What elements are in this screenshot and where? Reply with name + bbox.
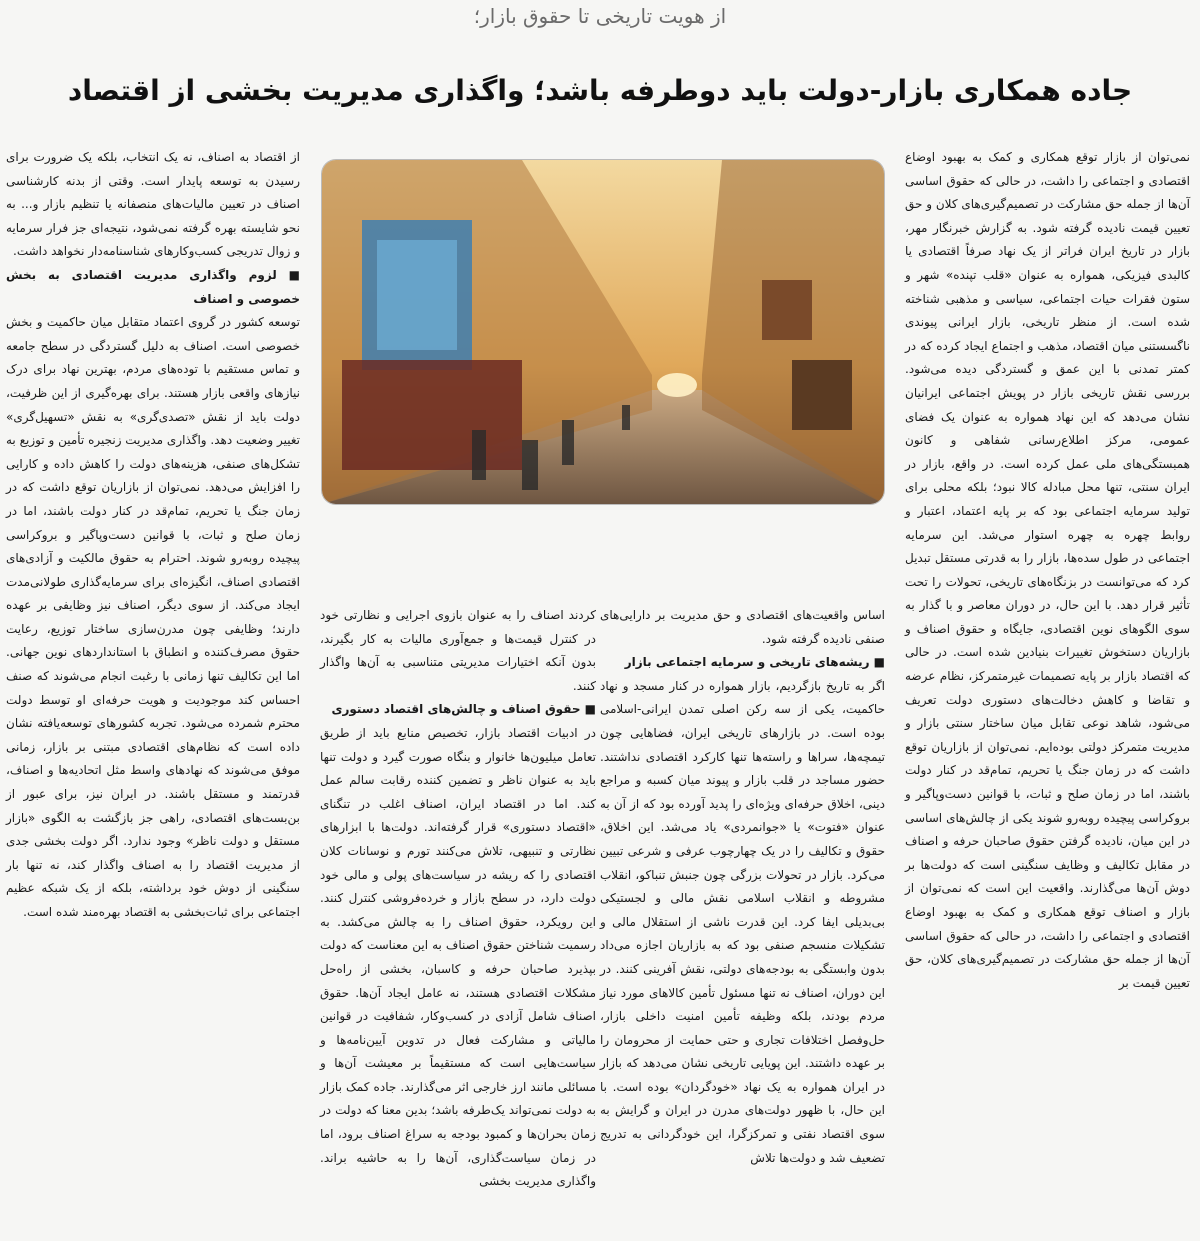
paragraph: نمی‌توان از بازار توقع همکاری و کمک به بهبود اوضاع اقتصادی و اجتماعی را داشت، در حالی که حقوق اساسی آن‌ها از جمله حق مشارکت در تصمیم‌گیری‌های کلان و حق تعیین قیمت نادیده گرفته شود. به گزارش خبرنگار مهر، بازار در تاریخ ایران فراتر از یک نهاد صرفاً اقتصادی یا کالبدی فیزیکی، همواره به عنوان «قلب تپنده» شهر و ستون فقرات حیات اجتماعی، سیاسی و مذهبی شناخته شده است. از منظر تاریخی، بازار ایرانی پیوندی ناگسستنی میان اقتصاد، مذهب و اجتماع ایجاد کرده که در کمتر تمدنی با این عمق و گستردگی دیده می‌شود. بررسی نقش تاریخی بازار در پویش اجتماعی ایرانیان نشان می‌دهد که این نهاد همواره به عنوان یک فضای عمومی، مرکز اطلاع‌رسانی شفاهی و کانون همبستگی‌های ملی عمل کرده است. در واقع، بازار در ایران سنتی، تنها محل مبادله کالا نبود؛ بلکه محلی برای تولید سرمایه اجتماعی بود که بر پایه اعتماد، اعتبار و روابط چهره به چهره استوار می‌شد. این سرمایه اجتماعی در طول سده‌ها، بازار را به قدرتی مستقل تبدیل کرد که می‌توانست در بزنگاه‌های تاریخی، تحولات را تحت تأثیر قرار دهد. با این حال، در دوران معاصر و با گذار به سوی الگوهای نوین اقتصادی، جایگاه و حقوق اصناف و بازاریان دستخوش تغییرات بنیادین شده است. در حالی که اقتصاد بازار بر پایه تصمیمات غیرمتمرکز، نظام عرضه و تقاضا و کاهش دخالت‌های دستوری دولت تعریف می‌شود، شاهد نوعی تقابل میان ساختار سنتی بازار و مدیریت متمرکز دولتی بوده‌ایم. نمی‌توان از بازاریان توقع داشت که در زمان جنگ یا تحریم، تمام‌قد در کنار دولت باشند، اما در زمان صلح و ثبات، با قوانین دست‌وپاگیر و بروکراسی پیچیده روبه‌رو شوند یکی از چالش‌های اساسی در این میان، نادیده گرفتن حقوق صاحبان حرفه و اصناف در مقابل تکالیف و وظایف سنگینی است که دولت‌ها بر دوش آن‌ها می‌گذارند. واقعیت این است که نمی‌توان از بازار و اصناف توقع همکاری و کمک به بهبود اوضاع اقتصادی و اجتماعی را داشت، در حالی که حقوق اساسی آن‌ها از جمله حق مشارکت در تصمیم‌گیری‌های کلان، حق تعیین قیمت بر bbox=[905, 150, 1190, 990]
paragraph: از اقتصاد به اصناف، نه یک انتخاب، بلکه یک ضرورت برای رسیدن به توسعه پایدار است. وقتی از بدنه کارشناسی اصناف در تعیین مالیات‌های منصفانه یا تنظیم بازار و... به نحو شایسته بهره گرفته نمی‌شود، نتیجه‌ای جز فرار سرمایه و زوال تدریجی کسب‌وکارهای شناسنامه‌دار نخواهد داشت. bbox=[6, 150, 300, 259]
article-column-left bbox=[6, 146, 300, 925]
section-heading: ■ لزوم واگذاری مدیریت اقتصادی به بخش خصوصی و اصناف bbox=[6, 267, 300, 306]
bazaar-photo bbox=[322, 160, 884, 504]
paragraph: در ادبیات اقتصاد بازار، تخصیص منابع باید از طریق تعامل میلیون‌ها خانوار و بنگاه صورت گیرد و دولت تنها باید به عنوان ناظر و تضمین کننده رقابت سالم عمل کند. اما در اقتصاد ایران، اصناف اغلب در تنگنای «اقتصاد دستوری» قرار گرفته‌اند. دولت‌ها با ابزارهای نظارتی و تنبیهی، تلاش می‌کنند تورم و نوسانات کلان اقتصادی را که ریشه در سیاست‌های پولی و مالی خود دولت دارد، در سطح بازار و خرده‌فروشی کنترل کنند. این رویکرد، حقوق اصناف را به چالش می‌کشد. به رسمیت شناختن حقوق اصناف به این معناست که دولت بپذیرد صاحبان حرفه و کاسبان، بخشی از راه‌حل مشکلات اقتصادی هستند، نه عامل ایجاد آن‌ها. حقوق اصناف شامل آزادی در کسب‌وکار، شفافیت در قوانین مالیاتی و مشارکت فعال در تدوین آیین‌نامه‌ها و سیاست‌هایی است که مستقیماً بر معیشت آن‌ها و مسائلی مانند ارز خارجی اثر می‌گذارند. جاده کمک بازار به دولت نمی‌تواند یک‌طرفه باشد؛ بدین معنا که دولت در زمان بحران‌ها و کمبود بودجه به سراغ اصناف برود، اما در زمان سیاست‌گذاری، آن‌ها را به حاشیه براند. واگذاری مدیریت بخشی bbox=[320, 725, 596, 1189]
paragraph: کردند اصناف را به عنوان بازوی اجرایی و نظارتی خود در کنترل قیمت‌ها و جمع‌آوری مالیات به کار بگیرند، بدون آنکه اختیارات مدیریتی متناسبی به آن‌ها واگذار کنند. bbox=[320, 608, 596, 693]
article-kicker: از هویت تاریخی تا حقوق بازار؛ bbox=[473, 4, 727, 28]
section-heading: ■ حقوق اصناف و چالش‌های اقتصاد دستوری bbox=[331, 702, 596, 717]
article-headline: جاده همکاری بازار-دولت باید دوطرفه باشد؛ واگذاری مدیریت بخشی از اقتصاد bbox=[67, 74, 1133, 107]
article-column-middle-left bbox=[320, 604, 596, 1194]
paragraph: توسعه کشور در گروی اعتماد متقابل میان حاکمیت و بخش خصوصی است. اصناف به دلیل گستردگی در سطح جامعه و تماس مستقیم با توده‌های مردم، بهترین نهاد برای درک نیازهای واقعی بازار هستند. برای بهره‌گیری از این ظرفیت، دولت باید از نقش «تصدی‌گری» به نقش «تسهیل‌گری» تغییر وضعیت دهد. واگذاری مدیریت زنجیره تأمین و توزیع به تشکل‌های صنفی، هزینه‌های دولت را کاهش داده و کارایی را افزایش می‌دهد. نمی‌توان از بازاریان توقع داشت که در زمان جنگ یا تحریم، تمام‌قد در کنار دولت باشند، اما در زمان صلح و ثبات، با قوانین دست‌وپاگیر و بروکراسی پیچیده روبه‌رو شوند. احترام به حقوق مالکیت و آزادی‌های اقتصادی اصناف، انگیزه‌ای برای سرمایه‌گذاری طولانی‌مدت ایجاد می‌کند. از سوی دیگر، اصناف نیز وظایفی بر عهده دارند؛ وظایفی چون مدرن‌سازی ساختار توزیع، رعایت حقوق مصرف‌کننده و انطباق با استانداردهای نوین جهانی. اما این تکالیف تنها زمانی با رغبت انجام می‌شوند که صنف احساس کند موجودیت و هویت حرفه‌ای او توسط دولت محترم شمرده می‌شود. تجربه کشورهای توسعه‌یافته نشان داده است که نظام‌های اقتصادی مبتنی بر بازار، زمانی موفق می‌شوند که نهادهای واسط مثل اتحادیه‌ها و اصناف، قدرتمند و مستقل باشند. در ایران نیز، برای عبور از بن‌بست‌های اقتصادی، راهی جز بازگشت به الگوی «بازار مستقل و دولت ناظر» وجود ندارد. اگر دولت بخشی جدی از مدیریت اقتصاد را به اصناف واگذار کند، نه تنها بار سنگینی از دوش خود برداشته، بلکه از یک شبکه عظیم اجتماعی برای ثبات‌بخشی به اقتصاد بهره‌مند شده است. bbox=[6, 315, 300, 919]
paragraph: اگر به تاریخ بازگردیم، بازار همواره در کنار مسجد و نهاد حاکمیت، یکی از سه رکن اصلی تمدن ایرانی-اسلامی بوده است. در بازارهای تاریخی ایران، فضاهایی چون تیمچه‌ها، سراها و راسته‌ها تنها کارکرد اقتصادی نداشتند. حضور مساجد در قلب بازار و پیوند میان کسبه و مراجع دینی، اخلاق حرفه‌ای ویژه‌ای را پدید آورده بود که از آن به عنوان «فتوت» یا «جوانمردی» یاد می‌شد. این اخلاق، حقوق و تکالیف را در یک چهارچوب عرفی و شرعی تبیین می‌کرد. بازار در تحولات بزرگی چون جنبش تنباکو، انقلاب مشروطه و انقلاب اسلامی نقش مالی و لجستیکی بی‌بدیلی ایفا کرد. این قدرت ناشی از استقلال مالی و تشکیلات منسجم صنفی بود که به بازاریان اجازه می‌داد بدون وابستگی به بودجه‌های دولتی، نقش آفرینی کنند. در این دوران، اصناف نه تنها مسئول تأمین کالاهای مورد نیاز مردم بودند، بلکه وظیفه تأمین امنیت داخلی بازار، حل‌وفصل اختلافات تجاری و حتی حمایت از محرومان را بر عهده داشتند. این پویایی تاریخی نشان می‌دهد که بازار در ایران همواره به یک نهاد «خودگردان» بوده است. با این حال، با ظهور دولت‌های مدرن در ایران و گرایش به سوی اقتصاد نفتی و تمرکزگرا، این خودگردانی به تدریج تضعیف شد و دولت‌ها تلاش bbox=[600, 678, 885, 1165]
bazaar-photo-illustration bbox=[322, 160, 884, 504]
article-column-middle-right bbox=[600, 604, 885, 1170]
section-heading: ■ ریشه‌های تاریخی و سرمایه اجتماعی بازار bbox=[624, 655, 885, 670]
paragraph: اساس واقعیت‌های اقتصادی و حق مدیریت بر دارایی‌های صنفی نادیده گرفته شود. bbox=[600, 608, 885, 646]
article-column-right bbox=[905, 146, 1190, 995]
